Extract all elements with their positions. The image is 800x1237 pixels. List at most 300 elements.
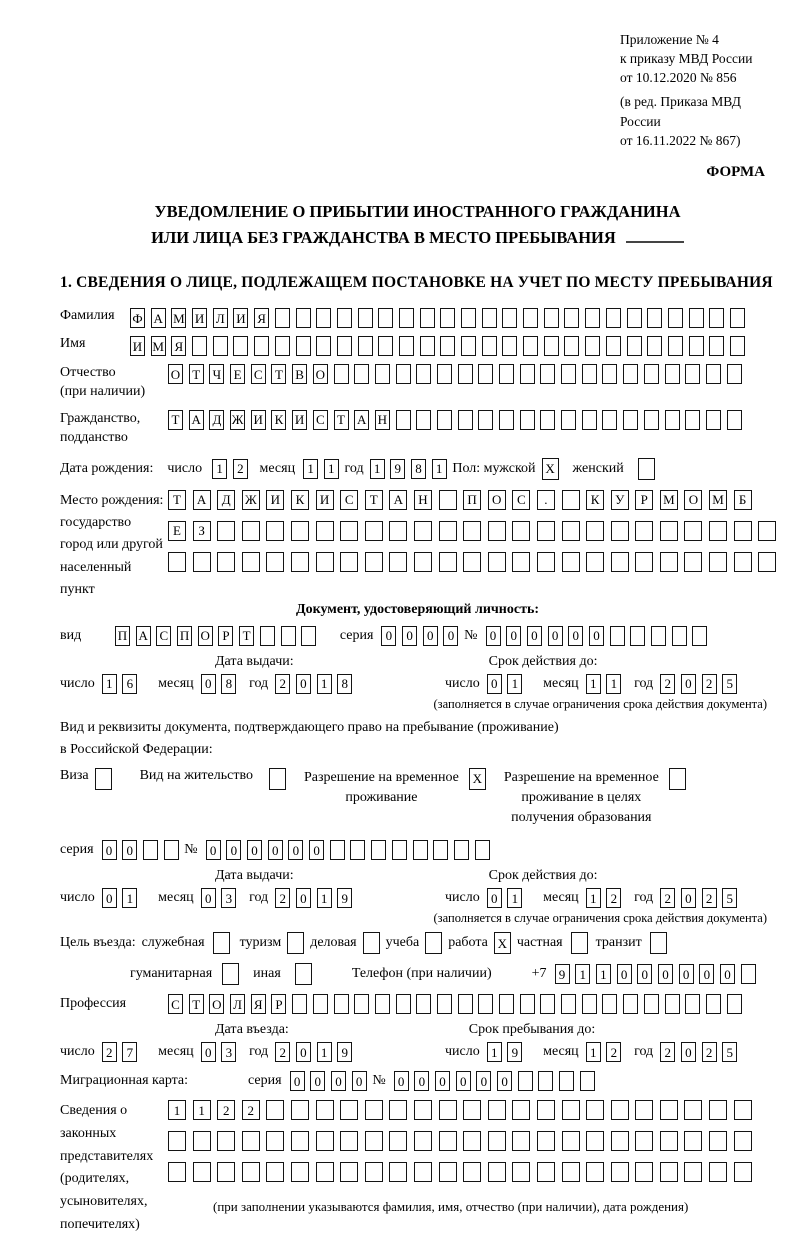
- char-cell[interactable]: [627, 336, 642, 356]
- char-cell[interactable]: [684, 521, 702, 541]
- char-cell[interactable]: [734, 1100, 752, 1120]
- char-cell[interactable]: [734, 521, 752, 541]
- char-cell[interactable]: [684, 1131, 702, 1151]
- char-cell[interactable]: [296, 336, 311, 356]
- char-cell[interactable]: [222, 963, 239, 985]
- char-cell[interactable]: [337, 308, 352, 328]
- char-cell[interactable]: [301, 626, 316, 646]
- char-cell[interactable]: Я: [254, 308, 269, 328]
- char-cell[interactable]: [660, 1100, 678, 1120]
- char-cell[interactable]: [561, 410, 576, 430]
- char-cell[interactable]: [512, 552, 530, 572]
- char-cell[interactable]: [709, 1100, 727, 1120]
- char-cell[interactable]: [734, 1131, 752, 1151]
- char-cell[interactable]: 0: [331, 1071, 346, 1091]
- char-cell[interactable]: З: [193, 521, 211, 541]
- char-cell[interactable]: [399, 308, 414, 328]
- char-cell[interactable]: 0: [352, 1071, 367, 1091]
- char-cell[interactable]: И: [292, 410, 307, 430]
- char-cell[interactable]: [665, 364, 680, 384]
- char-cell[interactable]: Р: [271, 994, 286, 1014]
- char-cell[interactable]: 1: [324, 459, 339, 479]
- char-cell[interactable]: [564, 308, 579, 328]
- char-cell[interactable]: [334, 994, 349, 1014]
- char-cell[interactable]: [414, 521, 432, 541]
- char-cell[interactable]: [396, 994, 411, 1014]
- char-cell[interactable]: [706, 410, 721, 430]
- char-cell[interactable]: [266, 1131, 284, 1151]
- char-cell[interactable]: [439, 552, 457, 572]
- char-cell[interactable]: X: [494, 932, 511, 954]
- char-cell[interactable]: [709, 1131, 727, 1151]
- char-cell[interactable]: [537, 552, 555, 572]
- char-cell[interactable]: 2: [102, 1042, 117, 1062]
- char-cell[interactable]: Т: [168, 410, 183, 430]
- char-cell[interactable]: [709, 308, 724, 328]
- char-cell[interactable]: 1: [586, 1042, 601, 1062]
- char-cell[interactable]: 0: [443, 626, 458, 646]
- char-cell[interactable]: 1: [317, 888, 332, 908]
- char-cell[interactable]: [602, 364, 617, 384]
- char-cell[interactable]: [647, 336, 662, 356]
- char-cell[interactable]: [440, 336, 455, 356]
- char-cell[interactable]: [520, 364, 535, 384]
- char-cell[interactable]: 1: [487, 1042, 502, 1062]
- char-cell[interactable]: 0: [247, 840, 262, 860]
- char-cell[interactable]: [213, 336, 228, 356]
- char-cell[interactable]: [389, 521, 407, 541]
- char-cell[interactable]: Я: [251, 994, 266, 1014]
- char-cell[interactable]: 0: [679, 964, 694, 984]
- char-cell[interactable]: М: [660, 490, 678, 510]
- char-cell[interactable]: 9: [507, 1042, 522, 1062]
- char-cell[interactable]: [193, 1162, 211, 1182]
- char-cell[interactable]: 2: [275, 1042, 290, 1062]
- char-cell[interactable]: [512, 1162, 530, 1182]
- char-cell[interactable]: [730, 336, 745, 356]
- char-cell[interactable]: [582, 364, 597, 384]
- char-cell[interactable]: [416, 410, 431, 430]
- char-cell[interactable]: [610, 626, 625, 646]
- char-cell[interactable]: М: [171, 308, 186, 328]
- char-cell[interactable]: [635, 1162, 653, 1182]
- char-cell[interactable]: [275, 308, 290, 328]
- char-cell[interactable]: 0: [486, 626, 501, 646]
- char-cell[interactable]: [488, 521, 506, 541]
- char-cell[interactable]: [561, 994, 576, 1014]
- char-cell[interactable]: [192, 336, 207, 356]
- char-cell[interactable]: 0: [487, 674, 502, 694]
- char-cell[interactable]: 3: [221, 888, 236, 908]
- char-cell[interactable]: 0: [201, 888, 216, 908]
- char-cell[interactable]: 1: [586, 888, 601, 908]
- char-cell[interactable]: 0: [681, 888, 696, 908]
- char-cell[interactable]: 2: [702, 1042, 717, 1062]
- char-cell[interactable]: [602, 994, 617, 1014]
- char-cell[interactable]: [665, 410, 680, 430]
- char-cell[interactable]: [217, 521, 235, 541]
- char-cell[interactable]: [580, 1071, 595, 1091]
- char-cell[interactable]: [168, 552, 186, 572]
- char-cell[interactable]: [499, 364, 514, 384]
- char-cell[interactable]: [644, 410, 659, 430]
- char-cell[interactable]: Ж: [242, 490, 260, 510]
- char-cell[interactable]: [458, 410, 473, 430]
- char-cell[interactable]: М: [151, 336, 166, 356]
- char-cell[interactable]: [242, 1162, 260, 1182]
- char-cell[interactable]: [95, 768, 112, 790]
- char-cell[interactable]: А: [193, 490, 211, 510]
- char-cell[interactable]: 0: [435, 1071, 450, 1091]
- char-cell[interactable]: 1: [303, 459, 318, 479]
- char-cell[interactable]: [375, 994, 390, 1014]
- char-cell[interactable]: [416, 364, 431, 384]
- char-cell[interactable]: [518, 1071, 533, 1091]
- char-cell[interactable]: 1: [102, 674, 117, 694]
- char-cell[interactable]: [168, 1162, 186, 1182]
- char-cell[interactable]: [685, 364, 700, 384]
- char-cell[interactable]: [660, 552, 678, 572]
- char-cell[interactable]: [340, 521, 358, 541]
- char-cell[interactable]: 1: [575, 964, 590, 984]
- char-cell[interactable]: [291, 1100, 309, 1120]
- char-cell[interactable]: И: [316, 490, 334, 510]
- char-cell[interactable]: 3: [221, 1042, 236, 1062]
- char-cell[interactable]: [758, 521, 776, 541]
- char-cell[interactable]: 0: [122, 840, 137, 860]
- char-cell[interactable]: [660, 1131, 678, 1151]
- char-cell[interactable]: [365, 552, 383, 572]
- char-cell[interactable]: [340, 552, 358, 572]
- char-cell[interactable]: [458, 994, 473, 1014]
- char-cell[interactable]: [561, 364, 576, 384]
- char-cell[interactable]: О: [168, 364, 183, 384]
- char-cell[interactable]: [562, 1100, 580, 1120]
- char-cell[interactable]: [296, 308, 311, 328]
- char-cell[interactable]: С: [340, 490, 358, 510]
- char-cell[interactable]: [672, 626, 687, 646]
- char-cell[interactable]: [606, 308, 621, 328]
- char-cell[interactable]: [313, 994, 328, 1014]
- char-cell[interactable]: 1: [370, 459, 385, 479]
- char-cell[interactable]: С: [168, 994, 183, 1014]
- char-cell[interactable]: [512, 521, 530, 541]
- char-cell[interactable]: [611, 1162, 629, 1182]
- char-cell[interactable]: [363, 932, 380, 954]
- char-cell[interactable]: [354, 994, 369, 1014]
- char-cell[interactable]: [544, 336, 559, 356]
- char-cell[interactable]: 9: [337, 888, 352, 908]
- char-cell[interactable]: 1: [212, 459, 227, 479]
- char-cell[interactable]: А: [189, 410, 204, 430]
- char-cell[interactable]: 0: [617, 964, 632, 984]
- char-cell[interactable]: [684, 552, 702, 572]
- char-cell[interactable]: 0: [206, 840, 221, 860]
- char-cell[interactable]: 1: [168, 1100, 186, 1120]
- char-cell[interactable]: [242, 1131, 260, 1151]
- char-cell[interactable]: Т: [189, 364, 204, 384]
- char-cell[interactable]: [143, 840, 158, 860]
- char-cell[interactable]: [316, 1100, 334, 1120]
- char-cell[interactable]: [660, 521, 678, 541]
- char-cell[interactable]: [684, 1162, 702, 1182]
- char-cell[interactable]: [538, 1071, 553, 1091]
- char-cell[interactable]: П: [115, 626, 130, 646]
- char-cell[interactable]: 1: [507, 674, 522, 694]
- char-cell[interactable]: 1: [122, 888, 137, 908]
- char-cell[interactable]: [520, 410, 535, 430]
- char-cell[interactable]: [340, 1131, 358, 1151]
- char-cell[interactable]: [193, 552, 211, 572]
- char-cell[interactable]: [371, 840, 386, 860]
- char-cell[interactable]: [537, 1162, 555, 1182]
- char-cell[interactable]: [266, 1100, 284, 1120]
- char-cell[interactable]: [414, 1162, 432, 1182]
- char-cell[interactable]: [562, 1162, 580, 1182]
- char-cell[interactable]: [709, 1162, 727, 1182]
- char-cell[interactable]: [287, 932, 304, 954]
- char-cell[interactable]: [647, 308, 662, 328]
- char-cell[interactable]: [213, 932, 230, 954]
- char-cell[interactable]: 0: [402, 626, 417, 646]
- char-cell[interactable]: [378, 308, 393, 328]
- char-cell[interactable]: [564, 336, 579, 356]
- char-cell[interactable]: Е: [168, 521, 186, 541]
- char-cell[interactable]: [727, 994, 742, 1014]
- char-cell[interactable]: [316, 1162, 334, 1182]
- char-cell[interactable]: [439, 1162, 457, 1182]
- char-cell[interactable]: [378, 336, 393, 356]
- char-cell[interactable]: 0: [548, 626, 563, 646]
- char-cell[interactable]: С: [156, 626, 171, 646]
- char-cell[interactable]: [644, 994, 659, 1014]
- char-cell[interactable]: [437, 410, 452, 430]
- char-cell[interactable]: 9: [555, 964, 570, 984]
- char-cell[interactable]: [365, 1162, 383, 1182]
- char-cell[interactable]: У: [611, 490, 629, 510]
- char-cell[interactable]: [433, 840, 448, 860]
- char-cell[interactable]: К: [291, 490, 309, 510]
- char-cell[interactable]: [463, 1162, 481, 1182]
- char-cell[interactable]: [651, 626, 666, 646]
- char-cell[interactable]: 0: [527, 626, 542, 646]
- char-cell[interactable]: [389, 1131, 407, 1151]
- char-cell[interactable]: Л: [230, 994, 245, 1014]
- char-cell[interactable]: [340, 1100, 358, 1120]
- char-cell[interactable]: [520, 994, 535, 1014]
- char-cell[interactable]: [734, 552, 752, 572]
- char-cell[interactable]: П: [177, 626, 192, 646]
- char-cell[interactable]: 0: [487, 888, 502, 908]
- char-cell[interactable]: [650, 932, 667, 954]
- char-cell[interactable]: 8: [337, 674, 352, 694]
- char-cell[interactable]: [582, 994, 597, 1014]
- char-cell[interactable]: 9: [337, 1042, 352, 1062]
- char-cell[interactable]: Н: [375, 410, 390, 430]
- char-cell[interactable]: 2: [606, 1042, 621, 1062]
- char-cell[interactable]: 2: [702, 674, 717, 694]
- char-cell[interactable]: X: [542, 458, 559, 480]
- char-cell[interactable]: [627, 308, 642, 328]
- char-cell[interactable]: [709, 521, 727, 541]
- char-cell[interactable]: П: [463, 490, 481, 510]
- char-cell[interactable]: [488, 1162, 506, 1182]
- char-cell[interactable]: 2: [702, 888, 717, 908]
- char-cell[interactable]: 0: [296, 674, 311, 694]
- char-cell[interactable]: [488, 1100, 506, 1120]
- char-cell[interactable]: 6: [122, 674, 137, 694]
- char-cell[interactable]: Т: [334, 410, 349, 430]
- char-cell[interactable]: [562, 1131, 580, 1151]
- char-cell[interactable]: 1: [606, 674, 621, 694]
- char-cell[interactable]: [586, 1100, 604, 1120]
- char-cell[interactable]: [630, 626, 645, 646]
- char-cell[interactable]: [559, 1071, 574, 1091]
- char-cell[interactable]: [389, 1100, 407, 1120]
- char-cell[interactable]: [396, 364, 411, 384]
- char-cell[interactable]: [414, 552, 432, 572]
- char-cell[interactable]: [689, 336, 704, 356]
- char-cell[interactable]: [440, 308, 455, 328]
- char-cell[interactable]: Я: [171, 336, 186, 356]
- char-cell[interactable]: [463, 552, 481, 572]
- char-cell[interactable]: [482, 336, 497, 356]
- char-cell[interactable]: Т: [189, 994, 204, 1014]
- char-cell[interactable]: [420, 336, 435, 356]
- char-cell[interactable]: [389, 552, 407, 572]
- char-cell[interactable]: [463, 1100, 481, 1120]
- char-cell[interactable]: [337, 336, 352, 356]
- char-cell[interactable]: 0: [102, 888, 117, 908]
- char-cell[interactable]: 0: [309, 840, 324, 860]
- char-cell[interactable]: 0: [414, 1071, 429, 1091]
- char-cell[interactable]: [758, 552, 776, 572]
- char-cell[interactable]: 7: [122, 1042, 137, 1062]
- char-cell[interactable]: [291, 1131, 309, 1151]
- char-cell[interactable]: Д: [209, 410, 224, 430]
- char-cell[interactable]: [269, 768, 286, 790]
- char-cell[interactable]: [316, 308, 331, 328]
- char-cell[interactable]: К: [271, 410, 286, 430]
- char-cell[interactable]: 0: [568, 626, 583, 646]
- char-cell[interactable]: 0: [506, 626, 521, 646]
- char-cell[interactable]: 9: [390, 459, 405, 479]
- char-cell[interactable]: 2: [275, 674, 290, 694]
- char-cell[interactable]: М: [709, 490, 727, 510]
- char-cell[interactable]: [685, 994, 700, 1014]
- char-cell[interactable]: 0: [497, 1071, 512, 1091]
- char-cell[interactable]: [365, 521, 383, 541]
- char-cell[interactable]: С: [512, 490, 530, 510]
- char-cell[interactable]: Д: [217, 490, 235, 510]
- char-cell[interactable]: 0: [681, 1042, 696, 1062]
- char-cell[interactable]: [330, 840, 345, 860]
- char-cell[interactable]: [685, 410, 700, 430]
- char-cell[interactable]: 2: [233, 459, 248, 479]
- char-cell[interactable]: 1: [193, 1100, 211, 1120]
- char-cell[interactable]: [727, 364, 742, 384]
- char-cell[interactable]: 1: [596, 964, 611, 984]
- char-cell[interactable]: [475, 840, 490, 860]
- char-cell[interactable]: 0: [681, 674, 696, 694]
- char-cell[interactable]: [334, 364, 349, 384]
- char-cell[interactable]: 5: [722, 888, 737, 908]
- char-cell[interactable]: С: [313, 410, 328, 430]
- char-cell[interactable]: [635, 1131, 653, 1151]
- char-cell[interactable]: Ж: [230, 410, 245, 430]
- char-cell[interactable]: [537, 1100, 555, 1120]
- char-cell[interactable]: [439, 490, 457, 510]
- char-cell[interactable]: [586, 1162, 604, 1182]
- char-cell[interactable]: [266, 552, 284, 572]
- char-cell[interactable]: 5: [722, 674, 737, 694]
- char-cell[interactable]: [275, 336, 290, 356]
- char-cell[interactable]: [482, 308, 497, 328]
- char-cell[interactable]: [635, 521, 653, 541]
- char-cell[interactable]: [499, 410, 514, 430]
- char-cell[interactable]: [582, 410, 597, 430]
- char-cell[interactable]: [611, 1100, 629, 1120]
- char-cell[interactable]: [586, 1131, 604, 1151]
- char-cell[interactable]: [734, 1162, 752, 1182]
- char-cell[interactable]: [454, 840, 469, 860]
- char-cell[interactable]: 1: [507, 888, 522, 908]
- char-cell[interactable]: 0: [296, 1042, 311, 1062]
- char-cell[interactable]: [512, 1100, 530, 1120]
- char-cell[interactable]: [340, 1162, 358, 1182]
- char-cell[interactable]: 0: [456, 1071, 471, 1091]
- char-cell[interactable]: [488, 552, 506, 572]
- char-cell[interactable]: [316, 336, 331, 356]
- char-cell[interactable]: [562, 552, 580, 572]
- char-cell[interactable]: [461, 308, 476, 328]
- char-cell[interactable]: Е: [230, 364, 245, 384]
- char-cell[interactable]: Т: [365, 490, 383, 510]
- char-cell[interactable]: 8: [411, 459, 426, 479]
- char-cell[interactable]: Б: [734, 490, 752, 510]
- char-cell[interactable]: И: [266, 490, 284, 510]
- char-cell[interactable]: [439, 1131, 457, 1151]
- char-cell[interactable]: 0: [699, 964, 714, 984]
- char-cell[interactable]: [266, 1162, 284, 1182]
- char-cell[interactable]: [425, 932, 442, 954]
- char-cell[interactable]: Н: [414, 490, 432, 510]
- char-cell[interactable]: [709, 336, 724, 356]
- char-cell[interactable]: [389, 1162, 407, 1182]
- char-cell[interactable]: [217, 1131, 235, 1151]
- char-cell[interactable]: [478, 994, 493, 1014]
- char-cell[interactable]: [242, 552, 260, 572]
- char-cell[interactable]: И: [233, 308, 248, 328]
- char-cell[interactable]: [692, 626, 707, 646]
- char-cell[interactable]: [414, 1131, 432, 1151]
- char-cell[interactable]: [461, 336, 476, 356]
- char-cell[interactable]: [540, 410, 555, 430]
- char-cell[interactable]: О: [198, 626, 213, 646]
- char-cell[interactable]: 0: [658, 964, 673, 984]
- char-cell[interactable]: 0: [102, 840, 117, 860]
- char-cell[interactable]: [242, 521, 260, 541]
- char-cell[interactable]: [295, 963, 312, 985]
- char-cell[interactable]: [727, 410, 742, 430]
- char-cell[interactable]: [644, 364, 659, 384]
- char-cell[interactable]: [375, 364, 390, 384]
- char-cell[interactable]: [586, 521, 604, 541]
- char-cell[interactable]: 0: [201, 1042, 216, 1062]
- char-cell[interactable]: [463, 1131, 481, 1151]
- char-cell[interactable]: [217, 1162, 235, 1182]
- char-cell[interactable]: [537, 1131, 555, 1151]
